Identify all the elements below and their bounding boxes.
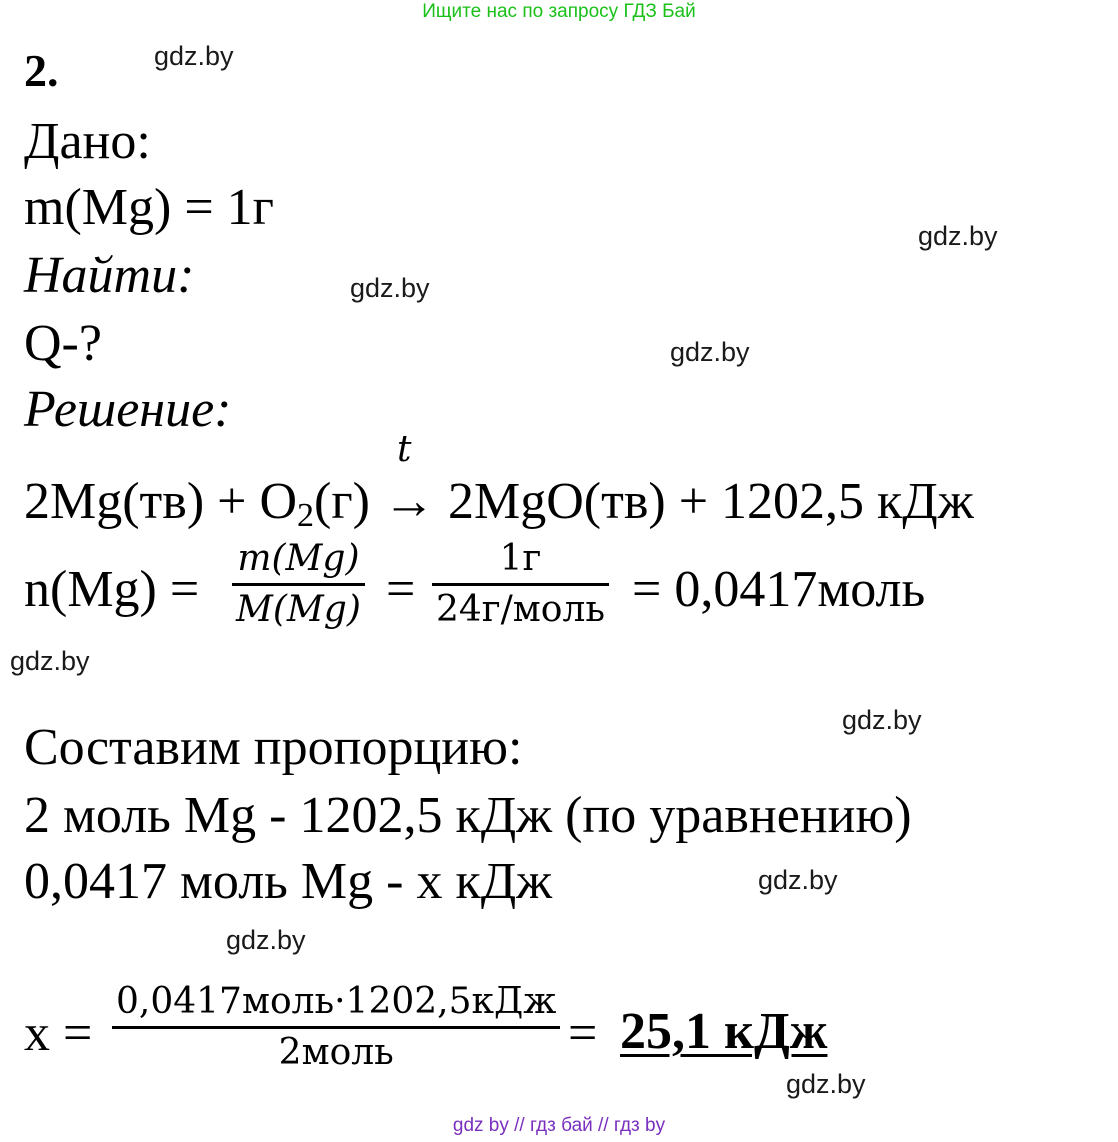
footer-links[interactable]: gdz by // гдз бай // гдз by bbox=[452, 1115, 666, 1136]
find-value: Q-? bbox=[24, 315, 102, 372]
fraction-denominator: M(Mg) bbox=[236, 589, 361, 630]
proportion-line-2: 0,0417 моль Mg - x кДж bbox=[24, 853, 553, 910]
fraction-bar bbox=[232, 583, 365, 586]
proportion-heading: Составим пропорцию: bbox=[24, 719, 523, 776]
solution-heading: Решение: bbox=[24, 381, 232, 438]
given-heading: Дано: bbox=[24, 113, 151, 170]
fraction-numerator: m(Mg) bbox=[237, 538, 360, 579]
watermark: gdz.by bbox=[842, 705, 922, 735]
fraction-denominator: 2моль bbox=[278, 1032, 394, 1073]
final-fraction bbox=[112, 980, 560, 1075]
problem-number: 2. bbox=[24, 45, 59, 96]
equation-left: 2Mg(тв) + O bbox=[24, 473, 298, 530]
proportion-line-1: 2 моль Mg - 1202,5 кДж (по уравнению) bbox=[24, 787, 912, 844]
watermark: gdz.by bbox=[154, 41, 234, 71]
fraction-bar bbox=[432, 583, 609, 586]
fraction-bar bbox=[112, 1026, 560, 1029]
top-banner[interactable]: Ищите нас по запросу ГДЗ Бай bbox=[422, 1, 696, 22]
fraction-denominator: 24г/моль bbox=[436, 589, 605, 630]
fraction-numerator: 0,0417моль·1202,5кДж bbox=[116, 981, 557, 1022]
watermark: gdz.by bbox=[10, 646, 90, 676]
final-lhs: x = bbox=[24, 1005, 93, 1062]
watermark: gdz.by bbox=[918, 221, 998, 251]
moles-fraction-2 bbox=[432, 537, 609, 632]
watermark: gdz.by bbox=[226, 925, 306, 955]
watermark: gdz.by bbox=[758, 865, 838, 895]
arrow-icon: → bbox=[383, 473, 435, 530]
watermark: gdz.by bbox=[786, 1069, 866, 1099]
arrow-label: t bbox=[397, 429, 412, 470]
final-equals: = bbox=[568, 1005, 598, 1062]
moles-fraction-1 bbox=[232, 537, 365, 632]
reaction-equation bbox=[24, 429, 974, 546]
final-answer: 25,1 кДж bbox=[620, 1003, 828, 1060]
moles-result: = 0,0417моль bbox=[632, 561, 926, 618]
watermark: gdz.by bbox=[350, 273, 430, 303]
find-heading: Найти: bbox=[24, 247, 195, 304]
moles-equals: = bbox=[386, 561, 416, 618]
fraction-numerator: 1г bbox=[499, 538, 542, 579]
watermark: gdz.by bbox=[670, 337, 750, 367]
equation-subscript: 2 bbox=[297, 497, 315, 534]
equation-right: 2MgO(тв) + 1202,5 кДж bbox=[435, 473, 974, 530]
equation-left-end: (г) bbox=[314, 473, 383, 530]
given-value: m(Mg) = 1г bbox=[24, 179, 274, 236]
moles-lhs: n(Mg) = bbox=[24, 561, 200, 618]
reaction-arrow bbox=[383, 429, 435, 532]
